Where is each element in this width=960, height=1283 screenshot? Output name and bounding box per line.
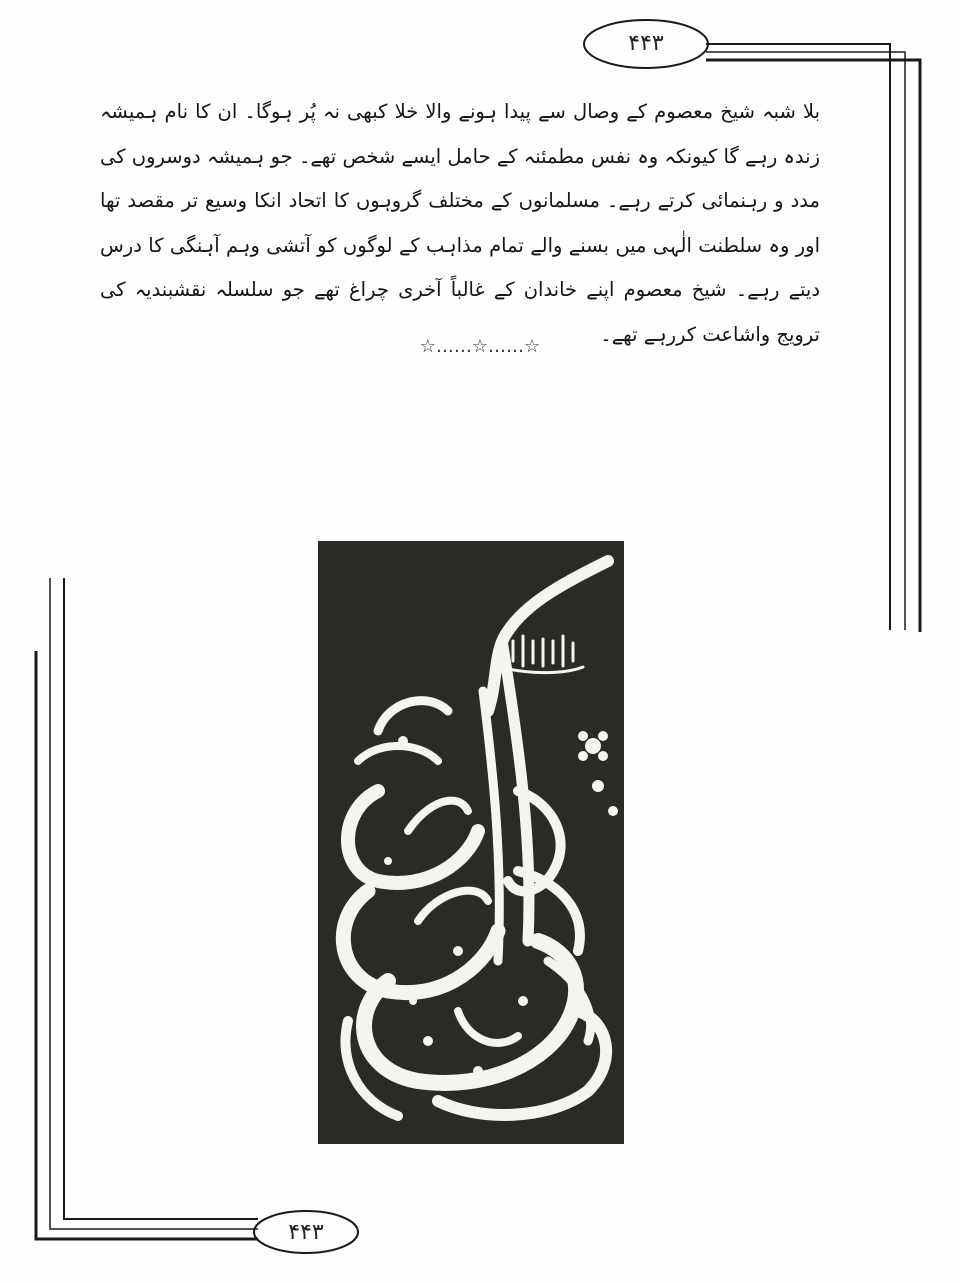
border-line-bottom-3	[64, 578, 258, 1219]
page-number-top: ۴۴۳	[628, 31, 664, 56]
border-line-bottom-1	[36, 651, 258, 1239]
body-paragraph: بلا شبہ شیخ معصوم کے وصال سے پیدا ہونے والا خلا کبھی نہ پُر ہوگا۔ ان کا نام ہمیشہ زندہ رہے گا کیونکہ وہ نفس مطمئنہ کے حامل ایسے شخص تھے۔ جو ہمیشہ دوسروں کی مدد و رہنمائی کرتے رہے۔ مسلمانوں کے مختلف گروہوں کا اتحاد انکا وسیع تر مقصد تھا اور وہ سلطنت الٰہی میں بسنے والے تمام مذاہب کے لوگوں کو آتشی وہم آہنگی کا درس دیتے رہے۔ شیخ معصوم اپنے خاندان کے غالباً آخری چراغ تھے جو سلسلہ نقشبندیہ کی ترویج واشاعت کررہے تھے۔	[100, 100, 820, 346]
page-number-bottom: ۴۴۳	[288, 1220, 324, 1245]
border-line-bottom-2	[50, 578, 258, 1229]
calligraphy-image	[318, 541, 624, 1144]
star-separator: ☆……☆……☆	[419, 336, 541, 357]
